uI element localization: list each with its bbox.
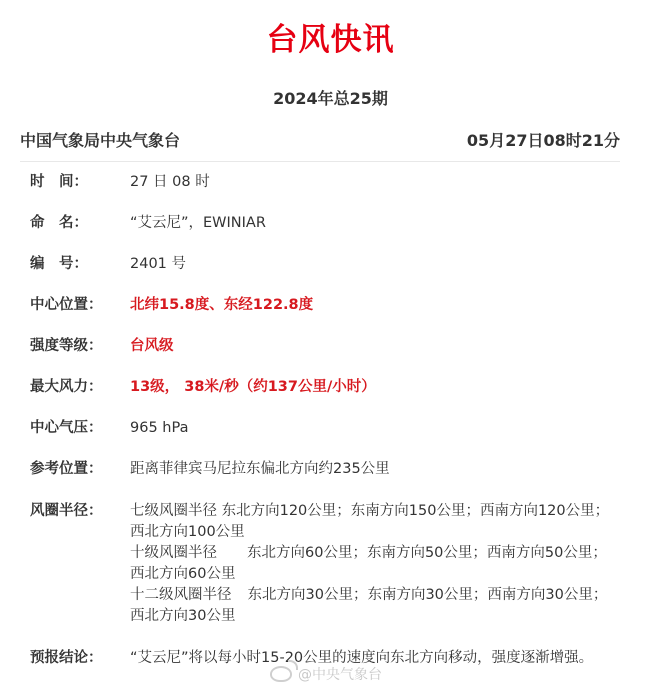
issue-number: 2024年总25期 (273, 89, 388, 108)
field-label: 强度等级： (30, 338, 103, 354)
field-name (30, 213, 620, 234)
field-value: 2401 号 (130, 256, 187, 272)
field-value: 北纬15.8度、东经122.8度 (130, 297, 314, 313)
radius-name: 七级风圈半径 (130, 503, 217, 519)
field-value: 13级， 38米/秒（约137公里/小时） (130, 379, 376, 395)
field-max-wind (30, 377, 620, 398)
radius-name: 十二级风圈半径 (130, 587, 232, 603)
radius-detail: 东北方向30公里；东南方向30公里；西南方向30公里；西北方向30公里 (130, 587, 608, 624)
radius-detail: 东北方向120公里；东南方向150公里；西南方向120公里；西北方向100公里 (130, 503, 610, 540)
field-label: 中心气压： (30, 420, 103, 436)
watermark-text: @中央气象台 (298, 667, 382, 683)
field-intensity-level (30, 336, 620, 357)
field-reference-position (30, 459, 620, 480)
field-label: 中心位置： (30, 297, 103, 313)
wind-radius-12 (130, 585, 620, 627)
field-value: “艾云尼”，EWINIAR (130, 215, 266, 231)
bulletin-header (20, 128, 620, 162)
field-label: 参考位置： (30, 461, 103, 477)
weibo-icon (270, 666, 292, 682)
field-value: 距离菲律宾马尼拉东偏北方向约235公里 (130, 461, 390, 477)
field-value: 台风级 (130, 338, 174, 354)
field-center-position (30, 295, 620, 316)
wind-radius-7 (130, 501, 620, 543)
agency-name: 中国气象局中央气象台 (20, 131, 181, 150)
field-label: 风圈半径： (30, 503, 103, 519)
field-value (130, 501, 620, 627)
publish-time: 05月27日08时21分 (466, 131, 620, 150)
field-label: 预报结论： (30, 650, 103, 666)
field-value: “艾云尼”将以每小时15-20公里的速度向东北方向移动，强度逐渐增强。 (130, 650, 594, 666)
page-title: 台风快讯 (266, 22, 395, 58)
weibo-watermark (270, 664, 382, 684)
radius-detail: 东北方向60公里；东南方向50公里；西南方向50公里；西北方向60公里 (130, 545, 607, 582)
field-label: 时 间： (30, 174, 88, 190)
field-label: 最大风力： (30, 379, 103, 395)
field-label: 编 号： (30, 256, 88, 272)
field-time (30, 172, 620, 193)
radius-name: 十级风圈半径 (130, 545, 217, 561)
field-wind-radius (30, 501, 620, 627)
field-value: 965 hPa (130, 420, 189, 436)
field-value: 27 日 08 时 (130, 174, 210, 190)
field-label: 命 名： (30, 215, 88, 231)
wind-radius-10 (130, 543, 620, 585)
field-number (30, 254, 620, 275)
field-center-pressure (30, 418, 620, 439)
